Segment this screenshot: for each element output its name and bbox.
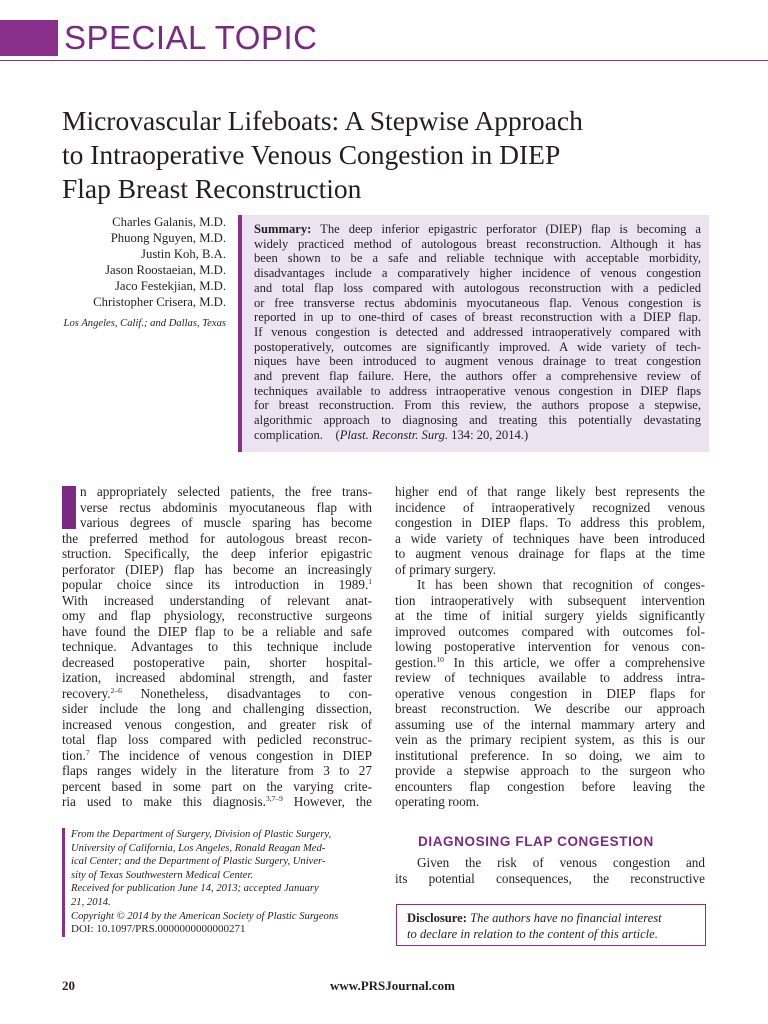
body-line: its potential consequences, the reconstructive (395, 870, 705, 886)
body-line: incidence of intraoperatively recognized venous (395, 499, 705, 515)
summary-line: niques have been introduced to augment venous drainage to treat congestion (254, 354, 701, 369)
body-line: struction. Specifically, the deep inferior epigastric (62, 546, 372, 561)
body-line: verse rectus abdominis myocutaneous flap with (80, 499, 372, 515)
summary-label: Summary: (254, 222, 312, 236)
summary-line: and prevent flap failure. Here, the authors offer a comprehensive review of (254, 369, 701, 384)
disclosure-box (396, 904, 706, 946)
citation-superscript: 10 (436, 654, 444, 664)
footnote-line: 21, 2014. (71, 896, 111, 908)
body-line: ization, increased abdominal strength, and faster (62, 670, 372, 685)
page-number: 20 (62, 978, 75, 993)
body-line: tion.$^7$ The incidence of venous congestion in DIEP (62, 747, 372, 763)
section-label: SPECIAL TOPIC (64, 19, 318, 56)
author-name: Jaco Festekjian, M.D. (115, 279, 226, 293)
body-line: perforator (DIEP) flap has become an increasingly (62, 561, 372, 577)
article-footnote (62, 828, 374, 937)
title-line: to Intraoperative Venous Congestion in DIEP (62, 139, 561, 170)
body-line: technique. Advantages to this technique include (62, 639, 372, 654)
body-line: institutional preference. In so doing, we aim to (395, 747, 705, 763)
body-line: breast reconstruction. We describe our approach (395, 701, 705, 716)
summary-line: algorithmic approach to diagnosing and treating this potentially devastating (254, 413, 701, 428)
body-line: various degrees of muscle sparing has become (80, 515, 372, 530)
section-heading: DIAGNOSING FLAP CONGESTION (418, 834, 654, 849)
body-line: Given the risk of venous congestion and (417, 855, 705, 870)
author-name: Justin Koh, B.A. (141, 247, 226, 261)
body-line: operating room. (395, 794, 480, 809)
summary-line: been shown to be a safe and reliable technique with acceptable morbidity, (254, 251, 701, 266)
header-rule (0, 60, 768, 61)
citation-superscript: 1 (368, 577, 372, 586)
body-line: ria used to make this diagnosis.$^{3,7-9}$ However, the (62, 794, 372, 809)
body-line: at the time of initial surgery yields significantly (395, 608, 705, 623)
body-line: sider include the long and challenging dissection, (62, 701, 372, 716)
summary-line: disadvantages include a comparatively higher incidence of venous congestion (254, 266, 701, 281)
doi-link[interactable]: DOI: 10.1097/PRS.0000000000000271 (71, 923, 246, 936)
body-line: lowing postoperative intervention for venous con- (395, 639, 705, 654)
footnote-line: Copyright © 2014 by the American Society of Plastic Surgeons (71, 910, 339, 922)
header-color-bar (0, 20, 58, 56)
author-name: Jason Roostaeian, M.D. (105, 263, 226, 277)
author-list (58, 214, 226, 332)
citation-journal: Plast. Reconstr. Surg. (339, 427, 449, 442)
summary-box (238, 215, 709, 452)
body-line: n appropriately selected patients, the free trans- (80, 484, 372, 499)
body-line: operative venous congestion in DIEP flaps for (395, 685, 705, 701)
summary-line: widely practiced method of autologous breast reconstruction. Although it has (254, 236, 701, 251)
citation-superscript: 3,7–9 (265, 794, 283, 803)
author-name: Christopher Crisera, M.D. (93, 295, 226, 309)
summary-line: and total flap loss compared with autologous reconstruction with a pedicled (254, 280, 701, 295)
citation-superscript: 2–6 (110, 685, 122, 695)
body-line: of primary surgery. (395, 561, 497, 577)
body-line: tion intraoperatively with subsequent intervention (395, 592, 705, 608)
body-line: review of techniques available to address intra- (395, 670, 705, 685)
summary-line: or free transverse rectus abdominis myocutaneous flap. Venous congestion is (254, 295, 701, 310)
body-line: assuming use of the internal mammary artery and (395, 716, 705, 732)
body-column-left (62, 484, 372, 810)
body-line: popular choice since its introduction in 1989.$^1$ (62, 577, 372, 592)
body-line: higher end of that range likely best represents the (395, 484, 705, 499)
body-line: improved outcomes compared with outcomes fol- (395, 623, 705, 639)
body-line: increased venous congestion, and greater risk of (62, 716, 372, 732)
body-line: the preferred method for autologous breast recon- (62, 530, 372, 546)
section-body (395, 855, 705, 886)
body-line: decreased postoperative pain, shorter hospital- (62, 654, 372, 670)
body-line: encounters flap congestion before leaving the (395, 778, 705, 794)
body-line: a wide variety of techniques have been introduced (395, 530, 705, 546)
summary-line: postoperatively, outcomes are significantly improved. A wide variety of tech- (254, 339, 701, 354)
body-line: to augment venous drainage for flaps at the time (395, 546, 705, 561)
summary-line: Summary: The deep inferior epigastric perforator (DIEP) flap is becoming a (254, 222, 701, 236)
summary-line: techniques available to address intraoperative venous congestion in DIEP flaps (254, 383, 701, 398)
author-name: Phuong Nguyen, M.D. (110, 231, 226, 245)
body-line: vein as the primary recipient system, as this is our (395, 732, 705, 747)
body-line: provide a stepwise approach to the surgeon who (395, 763, 705, 778)
body-line: omy and flap physiology, reconstructive surgeons (62, 608, 372, 623)
body-line: With increased understanding of relevant anat- (62, 592, 372, 608)
author-name: Charles Galanis, M.D. (112, 215, 226, 229)
disclosure-label: Disclosure: (407, 911, 467, 925)
body-line: It has been shown that recognition of conges- (417, 577, 705, 592)
title-line: Microvascular Lifeboats: A Stepwise Approach (62, 105, 583, 136)
disclosure-line: Disclosure: The authors have no financial interest (407, 911, 662, 925)
disclosure-line: to declare in relation to the content of this article. (407, 927, 658, 941)
journal-website-link[interactable]: www.PRSJournal.com (330, 978, 455, 993)
author-affiliation: Los Angeles, Calif.; and Dallas, Texas (63, 318, 226, 329)
body-line: total flap loss compared with pedicled reconstruc- (62, 732, 372, 747)
article-title (62, 104, 722, 206)
title-line: Flap Breast Reconstruction (62, 173, 362, 204)
body-line: recovery.$^{2-6}$ Nonetheless, disadvantages to con- (62, 685, 372, 701)
footnote-line: ical Center; and the Department of Plastic Surgery, Univer- (71, 856, 326, 868)
footnote-line: sity of Texas Southwestern Medical Center. (71, 869, 254, 881)
citation-superscript: 7 (85, 747, 90, 757)
summary-citation-line: complication. (Plast. Reconstr. Surg. 134: 20, 2014.) (254, 427, 529, 442)
summary-line: reported in up to one-third of cases of breast reconstruction with a DIEP flap. (254, 310, 701, 325)
summary-line: If venous congestion is detected and addressed intraoperatively compared with (254, 324, 701, 339)
body-column-right (395, 484, 705, 810)
footnote-line: University of California, Los Angeles, Ronald Reagan Med- (71, 842, 326, 854)
body-line: percent based in some part on the varying crite- (62, 778, 372, 794)
body-line: congestion in DIEP flaps. To address this problem, (395, 515, 705, 530)
footnote-line: From the Department of Surgery, Division of Plastic Surgery, (71, 829, 332, 840)
body-line: have found the DIEP flap to be a reliable and safe (62, 623, 372, 639)
body-line: gestion.$^{10}$ In this article, we offer a comprehensive (395, 654, 705, 670)
footnote-line: Received for publication June 14, 2013; accepted January (71, 883, 319, 895)
body-line: flaps ranges widely in the literature from 3 to 27 (62, 763, 372, 778)
summary-line: for breast reconstruction. From this review, the authors propose a stepwise, (254, 398, 701, 413)
